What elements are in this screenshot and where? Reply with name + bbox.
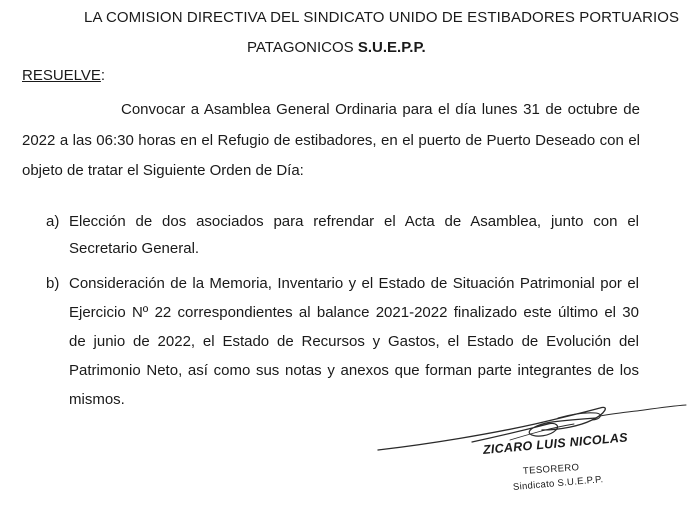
resolution-heading-text: RESUELVE: [22, 67, 101, 84]
document-title-line1: LA COMISION DIRECTIVA DEL SINDICATO UNIDO DE ESTIBADORES PORTUARIOS: [84, 9, 680, 26]
signature-stamp-role: TESORERO: [522, 462, 580, 477]
agenda-item-a-line-2: Secretario General.: [69, 240, 200, 257]
title-prefix: PATAGONICOS: [247, 39, 358, 56]
intro-line-2: 2022 a las 06:30 horas en el Refugio de estibadores, en el puerto de Puerto Deseado con el: [22, 132, 640, 149]
resolution-heading: [22, 67, 105, 85]
agenda-item-a-line-1: Elección de dos asociados para refrendar el Acta de Asamblea, junto con el: [69, 213, 639, 230]
intro-line-1: Convocar a Asamblea General Ordinaria para el día lunes 31 de octubre de: [121, 101, 640, 118]
signature-stamp-name: ZICARO LUIS NICOLAS: [482, 430, 629, 457]
agenda-item-b-label: b): [46, 275, 60, 292]
agenda-item-b-line-4: Patrimonio Neto, así como sus notas y anexos que forman parte integrantes de los: [69, 362, 639, 379]
resolution-heading-colon: :: [100, 67, 106, 84]
agenda-item-a-label: a): [46, 213, 60, 230]
agenda-item-b-line-5: mismos.: [69, 391, 125, 408]
document-title-line2: [247, 39, 426, 57]
agenda-item-b-line-3: de junio de 2022, el Estado de Recursos y Gastos, el Estado de Evolución del: [69, 333, 639, 350]
intro-line-3: objeto de tratar el Siguiente Orden de Día:: [22, 162, 304, 179]
union-acronym: S.U.E.P.P.: [357, 39, 426, 56]
agenda-item-b-line-2: Ejercicio Nº 22 correspondientes al balance 2021-2022 finalizado este último el 30: [69, 304, 639, 321]
agenda-item-b-line-1: Consideración de la Memoria, Inventario y el Estado de Situación Patrimonial por el: [69, 275, 639, 292]
signature-stamp-organization: Sindicato S.U.E.P.P.: [512, 474, 604, 493]
